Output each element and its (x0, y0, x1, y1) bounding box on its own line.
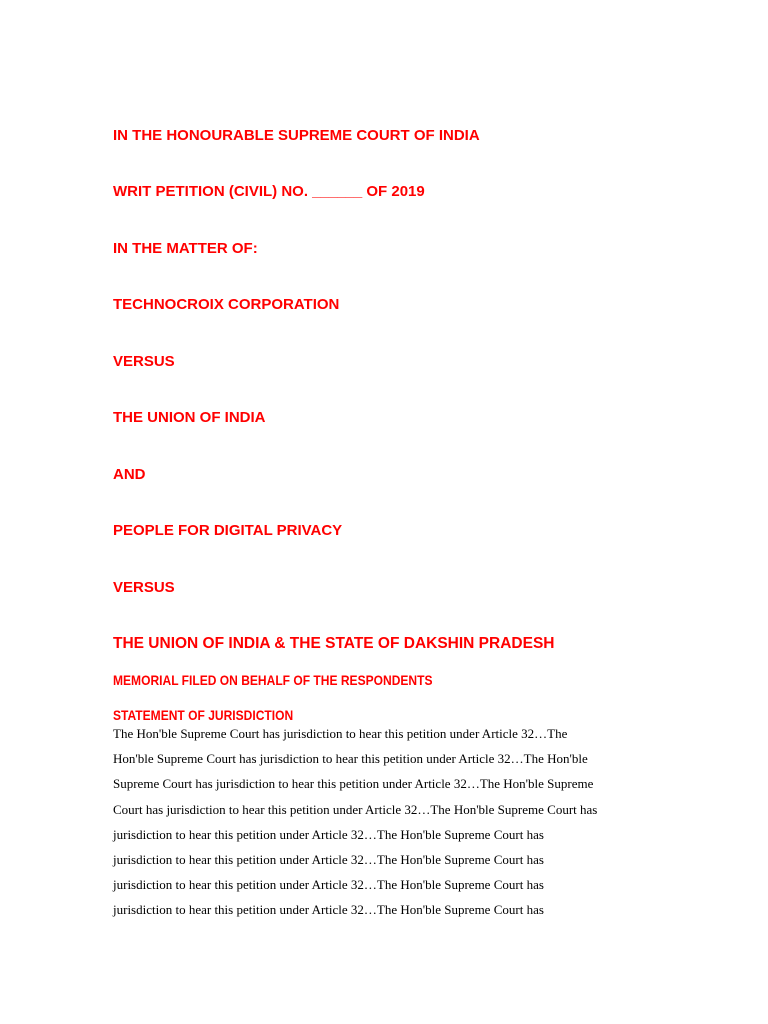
section-title: STATEMENT OF JURISDICTION (113, 707, 294, 723)
paragraph-line: Court has jurisdiction to hear this petition under Article 32…The Hon'ble Supreme Court has (113, 801, 598, 817)
paragraph-line: The Hon'ble Supreme Court has jurisdiction to hear this petition under Article 32…The (113, 726, 568, 741)
respondent-name-2: THE UNION OF INDIA & THE STATE OF DAKSHIN PRADESH (113, 635, 555, 652)
paragraph-line: jurisdiction to hear this petition under Article 32…The Hon'ble Supreme Court has (113, 877, 544, 893)
and-label: AND (113, 466, 146, 483)
petition-number: WRIT PETITION (CIVIL) NO. ______ OF 2019 (113, 183, 425, 200)
petitioner-name-1: TECHNOCROIX CORPORATION (113, 296, 340, 313)
paragraph-line: jurisdiction to hear this petition under Article 32…The Hon'ble Supreme Court has (113, 851, 544, 867)
petitioner-name-2: PEOPLE FOR DIGITAL PRIVACY (113, 522, 343, 539)
paragraph-line: Supreme Court has jurisdiction to hear this petition under Article 32…The Hon'ble Supreme (113, 776, 594, 792)
versus-label-2: VERSUS (113, 579, 175, 596)
paragraph-line: jurisdiction to hear this petition under Article 32…The Hon'ble Supreme Court has (113, 826, 544, 842)
paragraph-line: Hon'ble Supreme Court has jurisdiction to hear this petition under Article 32…The Hon'ble (113, 751, 588, 767)
respondent-name-1: THE UNION OF INDIA (113, 409, 266, 426)
memorial-heading: MEMORIAL FILED ON BEHALF OF THE RESPONDENTS (113, 672, 433, 688)
court-heading: IN THE HONOURABLE SUPREME COURT OF INDIA (113, 127, 480, 144)
paragraph-line: jurisdiction to hear this petition under Article 32…The Hon'ble Supreme Court has (113, 902, 544, 918)
versus-label-1: VERSUS (113, 353, 175, 370)
jurisdiction-paragraph (113, 725, 673, 927)
matter-heading: IN THE MATTER OF: (113, 240, 258, 257)
